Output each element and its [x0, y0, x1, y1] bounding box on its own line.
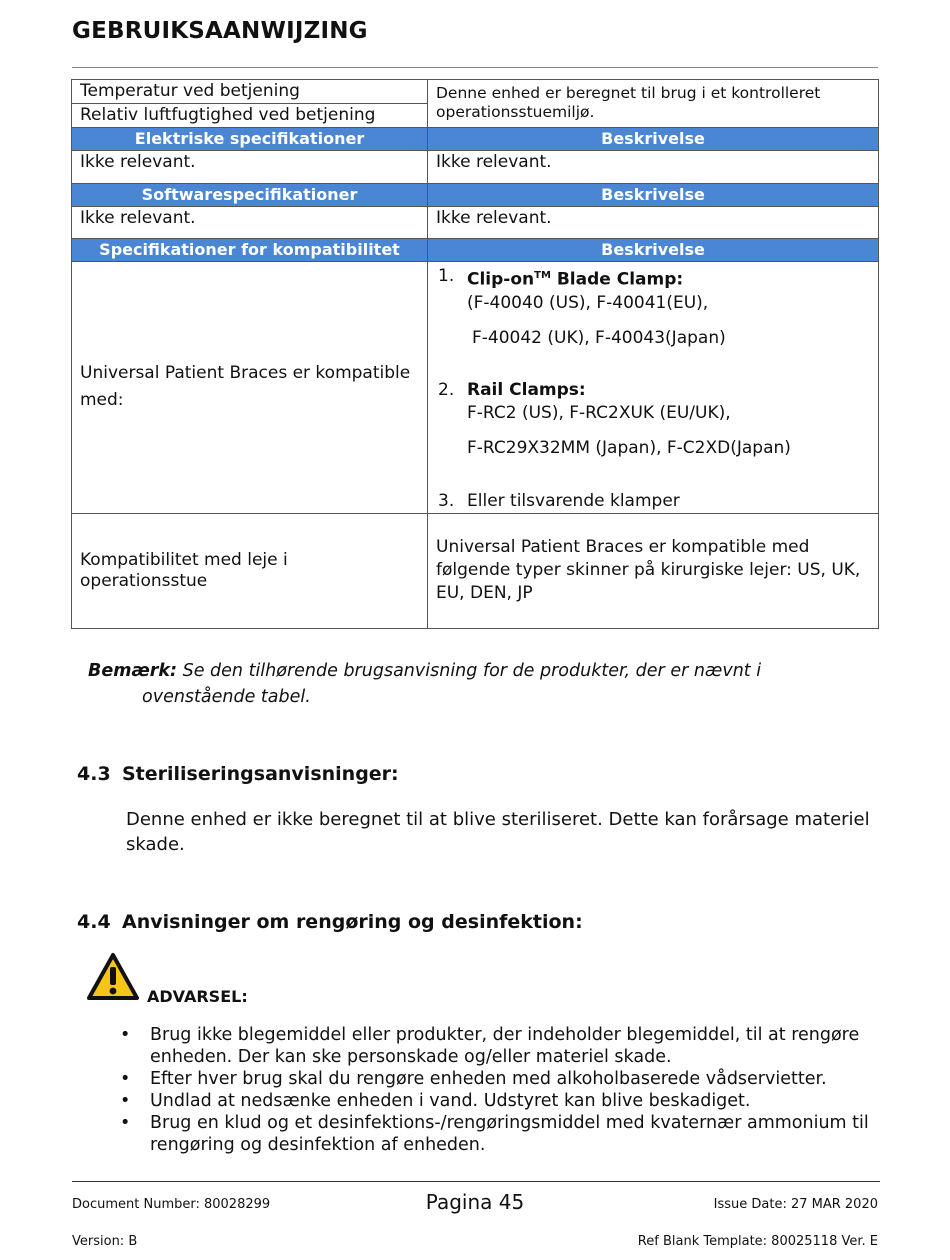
table-cell: Universal Patient Braces er kompatible med følgende typer skinner på kirurgiske lejer: US, UK, EU, DEN, JP [428, 513, 879, 628]
section-title: Anvisninger om rengøring og desinfektion: [122, 911, 583, 933]
bullet-text: Undlad at nedsænke enheden i vand. Udstyret kan blive beskadiget. [150, 1091, 751, 1111]
template-reference: Ref Blank Template: 80025118 Ver. E [637, 1234, 878, 1249]
list-item-line: F-40042 (UK), F-40043(Japan) [472, 327, 726, 348]
note-label: Bemærk: [88, 661, 178, 681]
warning-triangle-icon [86, 952, 140, 1002]
list-item: • Brug en klud og et desinfektions-/rengøringsmiddel med kvaternær ammonium til rengøring og desinfektion af enheden. [120, 1113, 869, 1155]
table-header-cell: Beskrivelse [428, 184, 879, 207]
list-item-line: F-RC2 (US), F-RC2XUK (EU/UK), [467, 402, 731, 423]
section-body: Denne enhed er ikke beregnet til at blive steriliseret. Dette kan forårsage materiel skade. [126, 809, 870, 855]
table-row [72, 80, 879, 104]
list-item [436, 265, 870, 349]
table-cell: Kompatibilitet med leje i operationsstue [72, 513, 428, 628]
table-cell: Temperatur ved betjening [72, 80, 428, 104]
version: Version: B [72, 1234, 138, 1249]
warning-bullet-list [116, 1024, 876, 1156]
page-number: Pagina 45 [425, 1190, 525, 1214]
table-cell: Ikke relevant. [72, 207, 428, 239]
table-header-row [72, 184, 879, 207]
list-item: • Efter hver brug skal du rengøre enheden med alkoholbaserede vådservietter. [120, 1069, 827, 1089]
list-item-line: (F-40040 (US), F-40041(EU), [467, 292, 709, 313]
document-number: Document Number: 80028299 [72, 1197, 271, 1212]
section-heading-4-4 [77, 911, 583, 933]
list-item-heading: Rail Clamps: [467, 379, 586, 400]
trademark-sup: TM [534, 270, 551, 281]
list-item-heading: Clip-on [467, 269, 535, 290]
list-item-text: Eller tilsvarende klamper [467, 490, 680, 511]
list-item [436, 490, 870, 512]
list-item: • Undlad at nedsænke enheden i vand. Udstyret kan blive beskadiget. [120, 1091, 751, 1111]
bullet-text: Brug en klud og et desinfektions-/rengøringsmiddel med kvaternær ammonium til rengøring og desinfektion af enheden. [150, 1113, 869, 1155]
table-cell: Ikke relevant. [428, 207, 879, 239]
list-item: • Brug ikke blegemiddel eller produkter, der indeholder blegemiddel, til at rengøre enheden. Der kan ske personskade og/eller materiel skade. [120, 1025, 860, 1067]
table-cell: Relativ luftfugtighed ved betjening [72, 104, 428, 128]
note-text: Se den tilhørende brugsanvisning for de produkter, der er nævnt i [177, 661, 762, 681]
list-number: 2. [438, 379, 455, 400]
header-divider [72, 67, 878, 68]
table-header-cell: Beskrivelse [428, 239, 879, 262]
compatibility-list [436, 265, 870, 512]
table-row [72, 207, 879, 239]
table-cell: Ikke relevant. [428, 151, 879, 184]
list-item-line: F-RC29X32MM (Japan), F-C2XD(Japan) [467, 437, 791, 458]
list-item-heading: Blade Clamp: [550, 269, 684, 290]
table-header-cell: Elektriske specifikationer [72, 128, 428, 151]
bullet-text: Efter hver brug skal du rengøre enheden med alkoholbaserede vådservietter. [150, 1069, 827, 1089]
list-item [436, 379, 870, 459]
table-header-row [72, 239, 879, 262]
bullet-text: Brug ikke blegemiddel eller produkter, der indeholder blegemiddel, til at rengøre enheden. Der kan ske personskade og/eller materiel skade. [150, 1025, 860, 1067]
table-header-cell: Specifikationer for kompatibilitet [72, 239, 428, 262]
list-number: 3. [438, 490, 455, 511]
table-row [72, 262, 879, 514]
table-header-row [72, 128, 879, 151]
specifications-table [71, 79, 879, 629]
note-text: ovenstående tabel. [142, 687, 311, 707]
table-row [72, 513, 879, 628]
table-cell: Ikke relevant. [72, 151, 428, 184]
compatibility-list-cell [428, 262, 879, 514]
footer-divider [72, 1181, 880, 1182]
warning-label: ADVARSEL: [147, 987, 248, 1006]
section-number: 4.3 [77, 763, 111, 785]
section-heading-4-3 [77, 763, 399, 785]
document-title: GEBRUIKSAANWIJZING [72, 18, 368, 44]
table-cell: Universal Patient Braces er kompatible med: [72, 262, 428, 514]
table-note [88, 658, 828, 710]
table-header-cell: Softwarespecifikationer [72, 184, 428, 207]
table-cell: Denne enhed er beregnet til brug i et kontrolleret operationsstuemiljø. [428, 80, 879, 128]
table-header-cell: Beskrivelse [428, 128, 879, 151]
list-number: 1. [438, 266, 455, 286]
issue-date: Issue Date: 27 MAR 2020 [713, 1197, 878, 1212]
section-number: 4.4 [77, 911, 111, 933]
section-title: Steriliseringsanvisninger: [122, 763, 399, 785]
table-row [72, 151, 879, 184]
